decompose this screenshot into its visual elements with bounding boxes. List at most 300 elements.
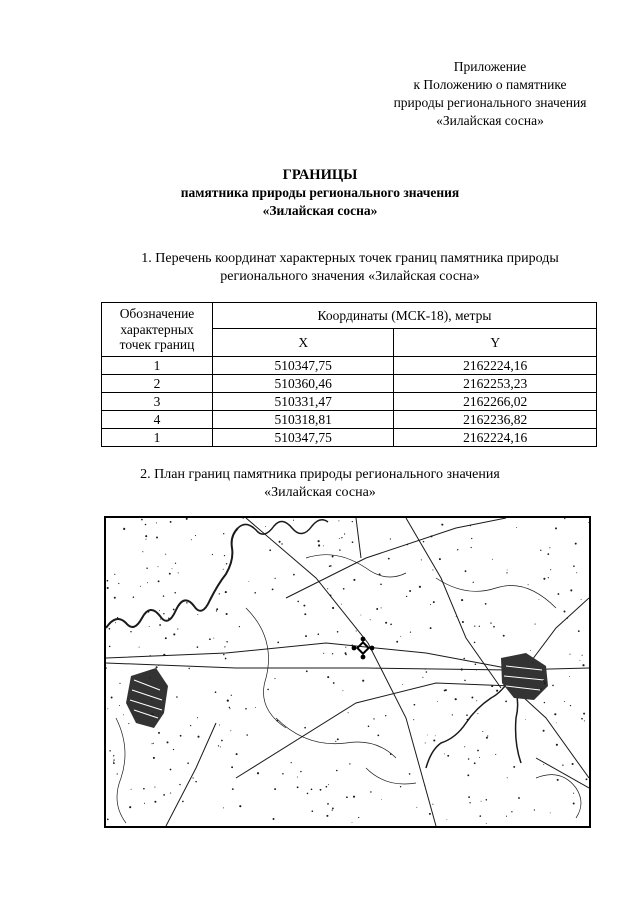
terrain-dot bbox=[303, 605, 305, 607]
terrain-dot bbox=[563, 610, 565, 612]
terrain-dot bbox=[490, 622, 491, 623]
terrain-dot bbox=[175, 563, 176, 564]
terrain-dot bbox=[548, 577, 549, 578]
terrain-dot bbox=[373, 718, 374, 719]
terrain-dot bbox=[573, 565, 575, 567]
terrain-dot bbox=[430, 535, 432, 537]
terrain-dot bbox=[400, 636, 401, 637]
terrain-dot bbox=[273, 818, 275, 820]
terrain-dot bbox=[343, 588, 345, 590]
terrain-dot bbox=[144, 803, 145, 804]
terrain-dot bbox=[320, 789, 322, 791]
terrain-dot bbox=[396, 641, 398, 643]
terrain-dot bbox=[274, 578, 275, 579]
title-subtitle: памятника природы регионального значения bbox=[180, 185, 460, 200]
terrain-dot bbox=[197, 736, 199, 738]
terrain-dot bbox=[215, 691, 217, 693]
terrain-dot bbox=[380, 583, 382, 585]
terrain-dot bbox=[323, 545, 324, 546]
section-1-line: 1. Перечень координат характерных точек границ памятника природы bbox=[141, 251, 559, 266]
terrain-dot bbox=[447, 755, 449, 757]
boundary-plan-map bbox=[104, 516, 591, 828]
table-row bbox=[102, 429, 597, 447]
terrain-dot bbox=[311, 788, 313, 790]
terrain-dot bbox=[153, 743, 154, 744]
terrain-dot bbox=[140, 586, 141, 587]
settlement-east bbox=[501, 653, 548, 700]
terrain-dot bbox=[113, 761, 114, 762]
terrain-dot bbox=[255, 707, 256, 708]
terrain-dot bbox=[156, 522, 157, 523]
road-line bbox=[286, 518, 506, 598]
terrain-dot bbox=[224, 646, 225, 647]
terrain-dot bbox=[487, 735, 488, 736]
terrain-dot bbox=[226, 563, 227, 564]
terrain-dot bbox=[468, 796, 470, 798]
terrain-dot bbox=[362, 680, 364, 682]
title-main: ГРАНИЦЫ bbox=[282, 167, 358, 183]
terrain-dot bbox=[176, 696, 178, 698]
y-cell: 2162253,23 bbox=[394, 375, 597, 393]
terrain-dot bbox=[191, 539, 192, 540]
terrain-dot bbox=[419, 586, 421, 588]
terrain-dot bbox=[117, 773, 118, 774]
terrain-dot bbox=[338, 520, 339, 521]
terrain-dot bbox=[543, 680, 544, 681]
terrain-dot bbox=[547, 553, 549, 555]
terrain-dot bbox=[150, 655, 151, 656]
terrain-dot bbox=[572, 763, 574, 765]
terrain-dot bbox=[239, 626, 240, 627]
terrain-dot bbox=[466, 714, 468, 716]
terrain-dot bbox=[267, 689, 269, 691]
terrain-dot bbox=[360, 615, 361, 616]
terrain-dot bbox=[402, 684, 403, 685]
terrain-dot bbox=[223, 569, 224, 570]
terrain-dot bbox=[172, 568, 173, 569]
terrain-dot bbox=[486, 799, 488, 801]
map-drawing bbox=[106, 518, 589, 826]
terrain-dot bbox=[486, 737, 488, 739]
road-line bbox=[526, 598, 589, 668]
terrain-dot bbox=[117, 617, 118, 618]
terrain-dot bbox=[557, 779, 559, 781]
terrain-dot bbox=[167, 741, 169, 743]
terrain-dot bbox=[544, 702, 545, 703]
terrain-dot bbox=[586, 778, 588, 780]
terrain-dot bbox=[170, 521, 172, 523]
terrain-dot bbox=[341, 537, 342, 538]
terrain-dot bbox=[141, 519, 143, 521]
terrain-dot bbox=[525, 719, 526, 720]
terrain-dot bbox=[545, 681, 546, 682]
terrain-dot bbox=[506, 572, 507, 573]
terrain-dot bbox=[573, 793, 574, 794]
terrain-dot bbox=[437, 701, 438, 702]
road-line bbox=[536, 758, 589, 788]
terrain-dot bbox=[381, 799, 382, 800]
terrain-dot bbox=[143, 788, 145, 790]
terrain-dot bbox=[435, 735, 436, 736]
terrain-dot bbox=[543, 578, 545, 580]
contour-line bbox=[366, 768, 416, 784]
terrain-dot bbox=[113, 759, 114, 760]
terrain-dot bbox=[376, 668, 377, 669]
terrain-dot bbox=[356, 630, 357, 631]
y-cell: 2162236,82 bbox=[394, 411, 597, 429]
terrain-dot bbox=[457, 549, 458, 550]
terrain-dot bbox=[549, 547, 550, 548]
terrain-dot bbox=[193, 777, 194, 778]
terrain-dot bbox=[430, 627, 432, 629]
terrain-dot bbox=[236, 753, 238, 755]
terrain-dot bbox=[170, 793, 171, 794]
terrain-dot bbox=[221, 740, 223, 742]
terrain-dot bbox=[432, 569, 433, 570]
terrain-dot bbox=[557, 593, 559, 595]
terrain-dot bbox=[291, 762, 292, 763]
terrain-dot bbox=[159, 610, 160, 611]
terrain-dot bbox=[583, 713, 585, 715]
terrain-dot bbox=[544, 682, 546, 684]
terrain-dot bbox=[467, 774, 469, 776]
terrain-dot bbox=[274, 788, 276, 790]
road-line bbox=[511, 686, 589, 778]
terrain-dot bbox=[409, 590, 411, 592]
terrain-dot bbox=[187, 762, 189, 764]
y-cell: 2162224,16 bbox=[394, 357, 597, 375]
terrain-dot bbox=[332, 809, 333, 810]
terrain-dot bbox=[239, 805, 241, 807]
coordinates-table bbox=[101, 302, 597, 447]
terrain-dot bbox=[106, 667, 107, 668]
terrain-dot bbox=[486, 823, 487, 824]
terrain-dot bbox=[113, 755, 114, 756]
terrain-dot bbox=[123, 714, 124, 715]
terrain-dot bbox=[332, 807, 334, 809]
terrain-dot bbox=[406, 596, 407, 597]
terrain-dot bbox=[468, 758, 470, 760]
point-header-line: характерных bbox=[120, 321, 194, 337]
terrain-dot bbox=[179, 784, 180, 785]
terrain-dot bbox=[433, 739, 435, 741]
terrain-dot bbox=[464, 680, 466, 682]
terrain-dot bbox=[293, 574, 295, 576]
point-cell: 1 bbox=[102, 357, 213, 375]
terrain-dot bbox=[385, 622, 387, 624]
terrain-dot bbox=[158, 566, 159, 567]
terrain-dot bbox=[327, 588, 328, 589]
terrain-dot bbox=[429, 813, 431, 815]
terrain-dot bbox=[422, 677, 423, 678]
terrain-dot bbox=[274, 678, 275, 679]
terrain-dot bbox=[416, 807, 417, 808]
terrain-dot bbox=[197, 717, 198, 718]
point-cell: 3 bbox=[102, 393, 213, 411]
terrain-dot bbox=[146, 567, 147, 568]
terrain-dot bbox=[158, 580, 160, 582]
terrain-dot bbox=[220, 746, 221, 747]
terrain-dot bbox=[477, 713, 478, 714]
terrain-dot bbox=[142, 551, 143, 552]
terrain-dot bbox=[555, 527, 557, 529]
terrain-dot bbox=[223, 807, 224, 808]
terrain-dot bbox=[581, 599, 582, 600]
terrain-dot bbox=[326, 786, 328, 788]
terrain-dot bbox=[390, 753, 392, 755]
terrain-dot bbox=[327, 803, 329, 805]
terrain-dot bbox=[145, 524, 147, 526]
terrain-dot bbox=[390, 538, 391, 539]
terrain-dot bbox=[569, 676, 570, 677]
terrain-dot bbox=[511, 811, 512, 812]
terrain-dot bbox=[569, 654, 570, 655]
terrain-dot bbox=[430, 604, 431, 605]
terrain-dot bbox=[492, 559, 493, 560]
terrain-dot bbox=[552, 685, 554, 687]
terrain-dot bbox=[216, 610, 217, 611]
terrain-dot bbox=[351, 644, 353, 646]
terrain-dot bbox=[154, 801, 156, 803]
terrain-dot bbox=[385, 715, 386, 716]
y-cell: 2162266,02 bbox=[394, 393, 597, 411]
terrain-dot bbox=[475, 663, 477, 665]
terrain-dot bbox=[197, 614, 198, 615]
terrain-dot bbox=[477, 750, 479, 752]
terrain-dot bbox=[304, 727, 306, 729]
terrain-dot bbox=[523, 653, 524, 654]
terrain-dot bbox=[447, 819, 448, 820]
document-title bbox=[0, 166, 640, 220]
terrain-dot bbox=[564, 701, 565, 702]
terrain-dot bbox=[195, 535, 196, 536]
appendix-line: к Положению о памятнике bbox=[413, 77, 567, 92]
terrain-dot bbox=[433, 601, 435, 603]
terrain-dot bbox=[349, 763, 350, 764]
terrain-dot bbox=[432, 804, 433, 805]
terrain-dot bbox=[465, 570, 467, 572]
terrain-dot bbox=[543, 764, 544, 765]
terrain-dot bbox=[352, 521, 353, 522]
terrain-dot bbox=[582, 655, 583, 656]
terrain-dot bbox=[335, 741, 336, 742]
terrain-dot bbox=[149, 677, 150, 678]
x-cell: 510347,75 bbox=[213, 357, 394, 375]
terrain-dot bbox=[474, 642, 476, 644]
terrain-dot bbox=[485, 603, 487, 605]
terrain-dot bbox=[493, 626, 495, 628]
terrain-dot bbox=[177, 628, 178, 629]
terrain-dot bbox=[414, 704, 416, 706]
terrain-dot bbox=[282, 773, 284, 775]
terrain-dot bbox=[368, 726, 370, 728]
section-2-line: «Зилайская сосна» bbox=[264, 485, 376, 500]
coords-header-cell: Координаты (МСК-18), метры bbox=[213, 303, 597, 329]
terrain-dot bbox=[332, 653, 333, 654]
y-cell: 2162224,16 bbox=[394, 429, 597, 447]
terrain-dot bbox=[425, 669, 426, 670]
terrain-dot bbox=[535, 624, 536, 625]
terrain-dot bbox=[336, 770, 338, 772]
point-header-line: Обозначение bbox=[119, 306, 195, 322]
terrain-dot bbox=[462, 621, 464, 623]
terrain-dot bbox=[133, 596, 135, 598]
terrain-dot bbox=[582, 664, 584, 666]
terrain-dot bbox=[129, 806, 131, 808]
terrain-dot bbox=[230, 708, 231, 709]
river-line bbox=[426, 678, 511, 768]
terrain-dot bbox=[219, 724, 220, 725]
terrain-dot bbox=[584, 720, 585, 721]
terrain-dot bbox=[231, 695, 232, 696]
terrain-dot bbox=[151, 699, 152, 700]
terrain-dot bbox=[119, 705, 120, 706]
point-cell: 4 bbox=[102, 411, 213, 429]
terrain-dot bbox=[346, 796, 348, 798]
terrain-dot bbox=[118, 583, 119, 584]
section-2-heading bbox=[0, 466, 640, 502]
terrain-dot bbox=[151, 713, 153, 715]
terrain-dot bbox=[226, 641, 228, 643]
terrain-dot bbox=[541, 688, 543, 690]
terrain-dot bbox=[145, 539, 146, 540]
terrain-dot bbox=[339, 549, 340, 550]
terrain-dot bbox=[496, 690, 498, 692]
terrain-dot bbox=[165, 637, 167, 639]
terrain-dot bbox=[576, 572, 577, 573]
terrain-dot bbox=[154, 787, 155, 788]
terrain-dot bbox=[562, 765, 563, 766]
terrain-dot bbox=[381, 607, 382, 608]
terrain-dot bbox=[444, 753, 445, 754]
terrain-dot bbox=[573, 803, 575, 805]
road-line bbox=[406, 518, 501, 688]
terrain-dot bbox=[318, 633, 320, 635]
terrain-dot bbox=[390, 623, 392, 625]
table-row bbox=[102, 357, 597, 375]
terrain-dot bbox=[109, 628, 111, 630]
terrain-dot bbox=[409, 773, 411, 775]
terrain-dot bbox=[174, 592, 176, 594]
terrain-dot bbox=[160, 619, 161, 620]
terrain-dot bbox=[481, 801, 482, 802]
contour-line bbox=[536, 775, 581, 818]
terrain-dot bbox=[311, 810, 313, 812]
terrain-dot bbox=[328, 784, 329, 785]
terrain-dot bbox=[518, 797, 520, 799]
terrain-dot bbox=[318, 540, 320, 542]
terrain-dot bbox=[225, 591, 227, 593]
terrain-dot bbox=[327, 676, 329, 678]
terrain-dot bbox=[182, 801, 184, 803]
appendix-line: «Зилайская сосна» bbox=[436, 113, 544, 128]
terrain-dot bbox=[147, 582, 148, 583]
terrain-dot bbox=[119, 683, 120, 684]
terrain-dot bbox=[575, 543, 577, 545]
terrain-dot bbox=[570, 589, 572, 591]
terrain-dot bbox=[159, 624, 161, 626]
terrain-dot bbox=[578, 630, 580, 632]
terrain-dot bbox=[216, 608, 218, 610]
terrain-dot bbox=[213, 638, 214, 639]
terrain-dot bbox=[209, 638, 211, 640]
terrain-dot bbox=[163, 613, 164, 614]
terrain-dot bbox=[439, 558, 441, 560]
terrain-dot bbox=[479, 757, 480, 758]
terrain-dot bbox=[224, 555, 225, 556]
terrain-dot bbox=[151, 743, 152, 744]
title-subtitle: «Зилайская сосна» bbox=[262, 203, 378, 218]
terrain-dot bbox=[444, 690, 446, 692]
terrain-dot bbox=[297, 777, 298, 778]
terrain-dot bbox=[471, 697, 473, 699]
terrain-dot bbox=[148, 611, 149, 612]
terrain-dot bbox=[345, 654, 347, 656]
terrain-dot bbox=[353, 796, 355, 798]
terrain-dot bbox=[452, 714, 453, 715]
terrain-dot bbox=[564, 518, 565, 519]
terrain-dot bbox=[246, 734, 248, 736]
x-cell: 510360,46 bbox=[213, 375, 394, 393]
terrain-dot bbox=[479, 626, 480, 627]
contour-line bbox=[116, 718, 126, 823]
terrain-dot bbox=[111, 697, 113, 699]
terrain-dot bbox=[197, 646, 199, 648]
terrain-dot bbox=[170, 769, 172, 771]
terrain-dot bbox=[305, 635, 307, 637]
terrain-dot bbox=[528, 584, 529, 585]
table-row bbox=[102, 375, 597, 393]
terrain-dot bbox=[474, 762, 476, 764]
terrain-dot bbox=[128, 723, 129, 724]
terrain-dot bbox=[491, 685, 493, 687]
section-1-line: регионального значения «Зилайская сосна» bbox=[220, 269, 480, 284]
terrain-dot bbox=[534, 809, 535, 810]
terrain-dot bbox=[330, 594, 332, 596]
terrain-dot bbox=[229, 707, 230, 708]
terrain-dot bbox=[178, 572, 179, 573]
terrain-dot bbox=[370, 791, 371, 792]
terrain-dot bbox=[272, 588, 274, 590]
terrain-dot bbox=[173, 749, 174, 750]
terrain-dot bbox=[145, 535, 147, 537]
terrain-dot bbox=[474, 625, 475, 626]
terrain-dot bbox=[190, 725, 191, 726]
terrain-dot bbox=[158, 732, 160, 734]
terrain-dot bbox=[455, 698, 457, 700]
terrain-dot bbox=[307, 793, 309, 795]
terrain-dot bbox=[473, 582, 474, 583]
terrain-dot bbox=[113, 762, 115, 764]
terrain-dot bbox=[186, 518, 188, 520]
terrain-dot bbox=[352, 541, 354, 543]
terrain-dot bbox=[513, 766, 515, 768]
terrain-dot bbox=[471, 547, 472, 548]
terrain-dot bbox=[464, 746, 465, 747]
terrain-dot bbox=[173, 609, 175, 611]
terrain-dot bbox=[297, 786, 299, 788]
terrain-dot bbox=[245, 708, 247, 710]
contour-line bbox=[306, 555, 406, 577]
terrain-dot bbox=[358, 817, 359, 818]
terrain-dot bbox=[248, 581, 249, 582]
terrain-dot bbox=[114, 574, 115, 575]
road-line bbox=[246, 518, 436, 826]
terrain-dot bbox=[556, 744, 558, 746]
terrain-dot bbox=[348, 712, 349, 713]
terrain-dot bbox=[540, 550, 541, 551]
terrain-dot bbox=[318, 544, 320, 546]
